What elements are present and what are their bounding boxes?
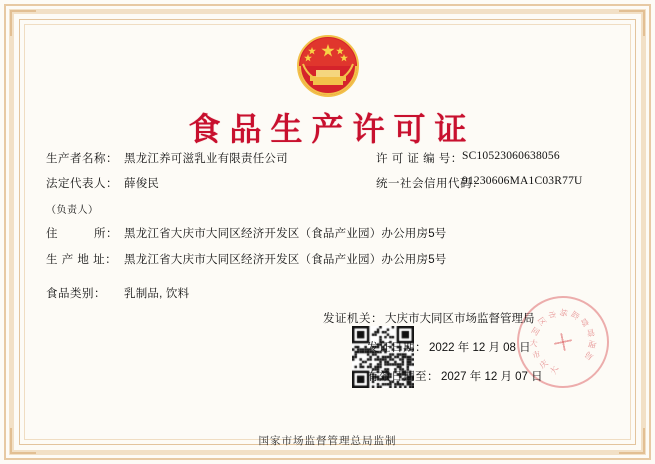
issue-date-value: 2022 年 12 月 08 日	[429, 342, 531, 354]
valid-until-value: 2027 年 12 月 07 日	[441, 371, 543, 383]
field-license-number	[376, 150, 619, 166]
row-producer-and-license-number	[46, 150, 619, 166]
field-valid-until	[323, 368, 613, 384]
field-issue-date	[323, 339, 613, 355]
address-value: 黑龙江省大庆市大同区经济开发区（食品产业园）办公用房5号	[124, 228, 447, 240]
address-label: 住 所：	[46, 228, 118, 240]
producer-name-label: 生产者名称：	[46, 153, 118, 165]
production-address-label: 生 产 地 址：	[46, 254, 118, 266]
issuer-info	[323, 310, 613, 397]
row-legal-rep-and-credit-code	[46, 175, 619, 191]
field-legal-representative	[46, 175, 376, 191]
issuing-authority-label: 发证机关：	[323, 313, 383, 325]
producer-name-value: 黑龙江养可滋乳业有限责任公司	[124, 153, 288, 165]
official-seal-text: 大 庆 市 大 同 区 市 场 监 督 管 理 局	[528, 307, 598, 376]
issuing-authority-value: 大庆市大同区市场监督管理局	[385, 313, 535, 325]
field-issuing-authority	[323, 310, 613, 326]
issue-date-label: 发证日期：	[367, 342, 427, 354]
credit-code-label: 统一社会信用代码：	[376, 178, 484, 190]
certificate-body	[46, 150, 619, 301]
production-address-value: 黑龙江省大庆市大同区经济开发区（食品产业园）办公用房5号	[124, 254, 447, 266]
license-number-value: SC10523060638056	[462, 150, 560, 162]
credit-code-value: 91230606MA1C03R77U	[462, 175, 583, 187]
field-address	[46, 225, 619, 241]
field-credit-code	[376, 175, 619, 191]
field-production-address	[46, 251, 619, 267]
footer-note: 国家市场监督管理总局监制	[258, 435, 397, 447]
legal-rep-label: 法定代表人：	[46, 178, 118, 190]
license-number-label: 许 可 证 编 号：	[376, 153, 463, 165]
row-legal-rep-note	[46, 200, 619, 216]
field-food-category	[46, 285, 619, 301]
field-producer-name	[46, 150, 376, 166]
national-emblem-icon	[290, 26, 366, 102]
legal-rep-value: 薛俊民	[124, 178, 160, 190]
corner-ornament-top-left	[10, 10, 36, 36]
food-category-value: 乳制品, 饮料	[124, 288, 190, 300]
food-category-label: 食品类别：	[46, 288, 106, 300]
legal-rep-note: （负责人）	[46, 205, 99, 216]
valid-until-label: 有效日期至：	[367, 371, 439, 383]
corner-ornament-top-right	[619, 10, 645, 36]
page-title: 食品生产许可证	[188, 111, 476, 147]
